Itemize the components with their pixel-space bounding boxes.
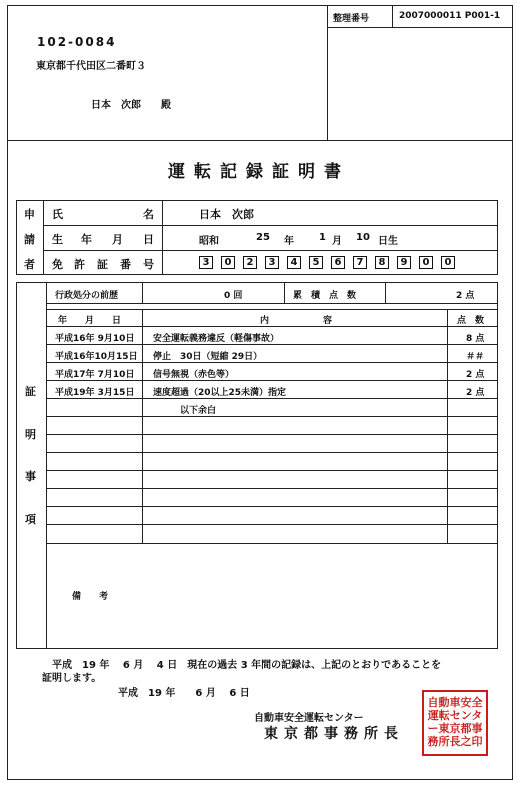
summary-bottom-line [46,303,498,304]
row-line [46,452,498,453]
cert-side-char: 明 [25,428,36,441]
applicant-side-char: 請 [24,233,35,246]
table-top-line [46,309,498,310]
license-label-char: 番 [120,258,131,271]
row-line [46,434,498,435]
cert-side-char: 証 [25,385,36,398]
cert-side-char: 事 [25,470,36,483]
license-digit: 3 [265,256,279,269]
row-line [46,344,498,345]
license-label-char: 免 [52,258,63,271]
applicant-side-char: 申 [24,208,35,221]
summary-divider-2 [284,282,285,303]
dob-year: 25 [256,232,270,243]
dob-label-char: 年 [81,233,92,246]
license-digit: 6 [331,256,345,269]
col-head-content: 内 容 [260,316,333,326]
row-line [46,380,498,381]
issuer-org: 自動車安全運転センター [254,713,364,724]
license-digit: 0 [441,256,455,269]
applicant-row-line-2 [43,250,498,251]
ref-number: 2007000011 P001-1 [399,11,501,21]
statement-line-2: 証明します。 [42,673,102,684]
record-points: 2 点 [466,370,485,380]
cert-side-char: 項 [25,513,36,526]
dob-month-unit: 月 [332,236,342,247]
record-date: 平成19年 3月15日 [55,388,135,398]
license-digit: 3 [199,256,213,269]
license-digit: 2 [243,256,257,269]
record-points: 2 点 [466,388,485,398]
record-points: ＃＃ [466,352,485,362]
license-digit: 5 [309,256,323,269]
row-line [46,416,498,417]
license-label-char: 号 [143,258,154,271]
official-seal [422,690,488,756]
cert-side-divider [46,282,47,649]
points-label: 累 積 点 数 [293,291,357,301]
prior-value: 0 回 [224,291,243,301]
license-digit: 8 [375,256,389,269]
row-line [46,543,498,544]
license-digit: 7 [353,256,367,269]
issuer-office: 東京都事務所長 [264,726,404,742]
record-date: 平成16年 9月10日 [55,334,135,344]
license-digit: 4 [287,256,301,269]
header-divider [7,140,513,141]
record-content: 信号無視（赤色等） [153,370,235,380]
col-head-points: 点 数 [457,316,485,326]
license-label-char: 許 [74,258,85,271]
prior-label: 行政処分の前歴 [55,291,119,301]
summary-divider-1 [142,282,143,303]
dob-label-char: 生 [52,233,63,246]
record-content: 以下余白 [180,406,217,416]
row-line [46,524,498,525]
record-date: 平成17年 7月10日 [55,370,135,380]
ref-inner-divider [392,5,393,27]
col-head-date: 年 月 日 [58,316,122,326]
record-content: 停止 30日（短縮 29日） [153,352,263,362]
points-value: 2 点 [456,291,475,301]
row-line [46,362,498,363]
record-content: 安全運転義務違反（軽傷事故） [153,334,280,344]
dob-label-char: 月 [112,233,123,246]
dob-label-char: 日 [143,233,154,246]
license-digit: 0 [221,256,235,269]
ref-divider [327,5,328,140]
record-points: 8 点 [466,334,485,344]
license-label-char: 証 [97,258,108,271]
applicant-row-line-1 [43,225,498,226]
dob-day-unit: 日生 [378,236,398,247]
remarks-label: 備 考 [72,592,109,602]
seal-text: 自動車安全運転センター東京都事務所長之印 [427,696,483,748]
applicant-label-divider [162,200,163,275]
applicant-side-char: 者 [24,258,35,271]
dob-day: 10 [356,232,370,243]
ref-bottom-line [327,27,513,28]
dob-year-unit: 年 [284,236,294,247]
name-label-char: 名 [143,208,154,221]
page-title: 運転記録証明書 [168,162,350,182]
recipient-name: 日本 次郎 殿 [91,100,171,111]
ref-label: 整理番号 [333,14,370,24]
license-number [199,256,469,269]
license-digit: 0 [419,256,433,269]
address-line: 東京都千代田区二番町３ [36,61,146,72]
postal-code: 102-0084 [37,35,117,49]
statement-line-1: 平成 19 年 6 月 4 日 現在の過去 3 年間の記録は、上記のとおりであることを [52,660,442,671]
row-line [46,488,498,489]
applicant-name: 日本 次郎 [199,208,254,221]
license-digit: 9 [397,256,411,269]
name-label-char: 氏 [52,208,63,221]
row-line [46,398,498,399]
applicant-side-divider [43,200,44,275]
record-date: 平成16年10月15日 [55,352,138,362]
dob-month: 1 [319,232,326,243]
summary-divider-3 [385,282,386,303]
row-line [46,326,498,327]
row-line [46,506,498,507]
row-line [46,470,498,471]
issue-date: 平成 19 年 6 月 6 日 [118,688,250,699]
record-content: 速度超過（20以上25未満）指定 [153,388,287,398]
dob-era: 昭和 [199,236,219,247]
